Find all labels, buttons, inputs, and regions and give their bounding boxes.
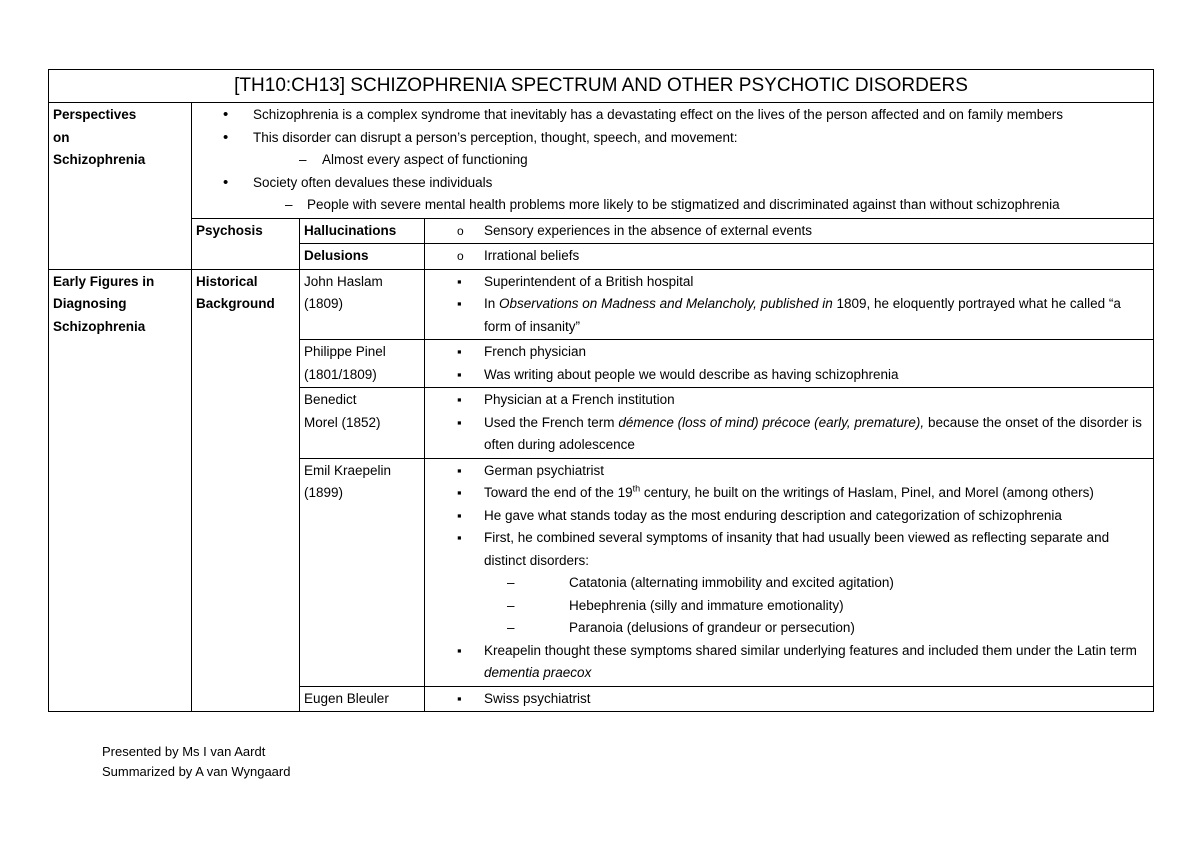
pinel-point-1: ▪ French physician bbox=[429, 341, 1149, 364]
perspectives-heading-line2: on bbox=[53, 129, 70, 145]
footer-summarized-by: Summarized by A van Wyngaard bbox=[102, 764, 291, 779]
pinel-points-cell bbox=[425, 340, 1154, 388]
document-title: [TH10:CH13] SCHIZOPHRENIA SPECTRUM AND OTHER PSYCHOTIC DISORDERS bbox=[49, 70, 1154, 103]
morel-name-line2: Morel (1852) bbox=[304, 414, 381, 430]
perspectives-heading bbox=[49, 103, 192, 270]
morel-point-2 bbox=[429, 412, 1149, 457]
morel-point-2-b: because the onset of the disorder is often during adolescence bbox=[484, 414, 1142, 452]
early-figures-heading-line3: Schizophrenia bbox=[53, 318, 146, 334]
perspectives-bullet-2 bbox=[195, 127, 1149, 150]
perspectives-sub-item: – Almost every aspect of functioning bbox=[196, 149, 1149, 172]
haslam-point-2 bbox=[429, 293, 1149, 338]
haslam-name bbox=[300, 269, 425, 340]
kraepelin-point-2 bbox=[429, 482, 1149, 505]
kraepelin-name bbox=[300, 458, 425, 686]
hallucinations-list bbox=[429, 220, 1149, 243]
haslam-point-1: ▪ Superintendent of a British hospital bbox=[429, 271, 1149, 294]
psychosis-label: Psychosis bbox=[192, 218, 300, 269]
hallucinations-row bbox=[49, 218, 1154, 244]
pinel-name-line2: (1801/1809) bbox=[304, 366, 377, 382]
kraepelin-point-4: ▪ First, he combined several symptoms of insanity that had usually been viewed as reflecting separate and distinct disorders: bbox=[429, 527, 1149, 572]
haslam-points-cell bbox=[425, 269, 1154, 340]
hallucinations-desc-cell bbox=[425, 218, 1154, 244]
kraepelin-points-cell bbox=[425, 458, 1154, 686]
kraepelin-point-2-a: Toward the end of the 19 bbox=[484, 485, 633, 500]
kraepelin-points-2 bbox=[429, 640, 1149, 685]
early-figures-heading-line1: Early Figures in bbox=[53, 273, 155, 289]
historical-label-line2: Background bbox=[196, 296, 275, 311]
footer-presented-by: Presented by Ms I van Aardt bbox=[102, 744, 266, 759]
early-figures-heading bbox=[49, 269, 192, 712]
haslam-points bbox=[429, 271, 1149, 339]
historical-background-label bbox=[192, 269, 300, 712]
perspectives-bullet-1: • Schizophrenia is a complex syndrome that inevitably has a devastating effect on the lives of the person affected and on family members bbox=[195, 104, 1149, 127]
delusions-list bbox=[429, 245, 1149, 268]
kraepelin-sublist bbox=[409, 572, 1149, 640]
haslam-point-2-a: In bbox=[484, 296, 500, 311]
perspectives-list bbox=[195, 104, 1149, 149]
kraepelin-point-3: ▪ He gave what stands today as the most enduring description and categorization of schizophrenia bbox=[429, 505, 1149, 528]
pinel-name bbox=[300, 340, 425, 388]
morel-point-1: ▪ Physician at a French institution bbox=[429, 389, 1149, 412]
perspectives-bullet-3: • Society often devalues these individuals bbox=[195, 172, 1149, 195]
perspectives-sublist-1 bbox=[196, 149, 1149, 172]
delusions-desc-cell bbox=[425, 244, 1154, 270]
morel-points bbox=[429, 389, 1149, 457]
morel-name bbox=[300, 388, 425, 459]
kraepelin-point-5 bbox=[429, 640, 1149, 685]
perspectives-content bbox=[192, 103, 1154, 219]
morel-name-line1: Benedict bbox=[304, 392, 357, 407]
kraepelin-point-2-b: century, he built on the writings of Haslam, Pinel, and Morel (among others) bbox=[640, 485, 1094, 500]
delusions-desc: o Irrational beliefs bbox=[429, 245, 1149, 268]
early-figures-heading-line2: Diagnosing bbox=[53, 296, 127, 311]
title-row bbox=[49, 70, 1154, 103]
kraepelin-name-line2: (1899) bbox=[304, 485, 344, 500]
haslam-row bbox=[49, 269, 1154, 340]
kraepelin-point-2-sup: th bbox=[632, 483, 641, 494]
kraepelin-points bbox=[429, 460, 1149, 573]
kraepelin-sub-1: – Catatonia (alternating immobility and excited agitation) bbox=[409, 572, 1149, 595]
kraepelin-point-5-italic: dementia praecox bbox=[484, 665, 592, 680]
morel-point-2-a: Used the French term bbox=[484, 414, 619, 430]
summary-table bbox=[48, 69, 1154, 712]
bleuler-name: Eugen Bleuler bbox=[300, 686, 425, 712]
haslam-point-2-b: 1809, he eloquently portrayed what he called “a form of insanity” bbox=[484, 296, 1121, 334]
historical-label-line1: Historical bbox=[196, 273, 258, 289]
perspectives-row bbox=[49, 103, 1154, 219]
perspectives-heading-line1: Perspectives bbox=[53, 107, 137, 122]
kraepelin-sub-2: – Hebephrenia (silly and immature emotionality) bbox=[409, 595, 1149, 618]
kraepelin-name-line1: Emil Kraepelin bbox=[304, 462, 392, 478]
morel-point-2-italic: démence (loss of mind) précoce (early, premature), bbox=[618, 414, 925, 430]
bleuler-point-1: ▪ Swiss psychiatrist bbox=[429, 688, 1149, 711]
morel-points-cell bbox=[425, 388, 1154, 459]
perspectives-sub-item: – People with severe mental health problems more likely to be stigmatized and discriminated against than without schizophrenia bbox=[196, 194, 1149, 217]
perspectives-sublist-2 bbox=[196, 194, 1149, 217]
bleuler-points-cell bbox=[425, 686, 1154, 712]
kraepelin-sub-3: – Paranoia (delusions of grandeur or persecution) bbox=[409, 617, 1149, 640]
haslam-point-2-italic: Observations on Madness and Melancholy, published in bbox=[499, 296, 833, 311]
hallucinations-desc: o Sensory experiences in the absence of external events bbox=[429, 220, 1149, 243]
pinel-points bbox=[429, 341, 1149, 386]
kraepelin-point-1: ▪ German psychiatrist bbox=[429, 460, 1149, 483]
hallucinations-label: Hallucinations bbox=[300, 218, 425, 244]
perspectives-heading-line3: Schizophrenia bbox=[53, 152, 146, 167]
perspectives-bullet-2-text: This disorder can disrupt a person’s perception, thought, speech, and movement: bbox=[253, 129, 738, 145]
perspectives-list-2 bbox=[195, 172, 1149, 195]
haslam-name-line1: John Haslam bbox=[304, 273, 383, 289]
delusions-label: Delusions bbox=[300, 244, 425, 270]
pinel-point-2: ▪ Was writing about people we would describe as having schizophrenia bbox=[429, 364, 1149, 387]
haslam-name-line2: (1809) bbox=[304, 296, 344, 311]
pinel-name-line1: Philippe Pinel bbox=[304, 344, 386, 359]
bleuler-points bbox=[429, 688, 1149, 711]
kraepelin-point-5-a: Kreapelin thought these symptoms shared similar underlying features and included them under the Latin term bbox=[484, 642, 1137, 658]
